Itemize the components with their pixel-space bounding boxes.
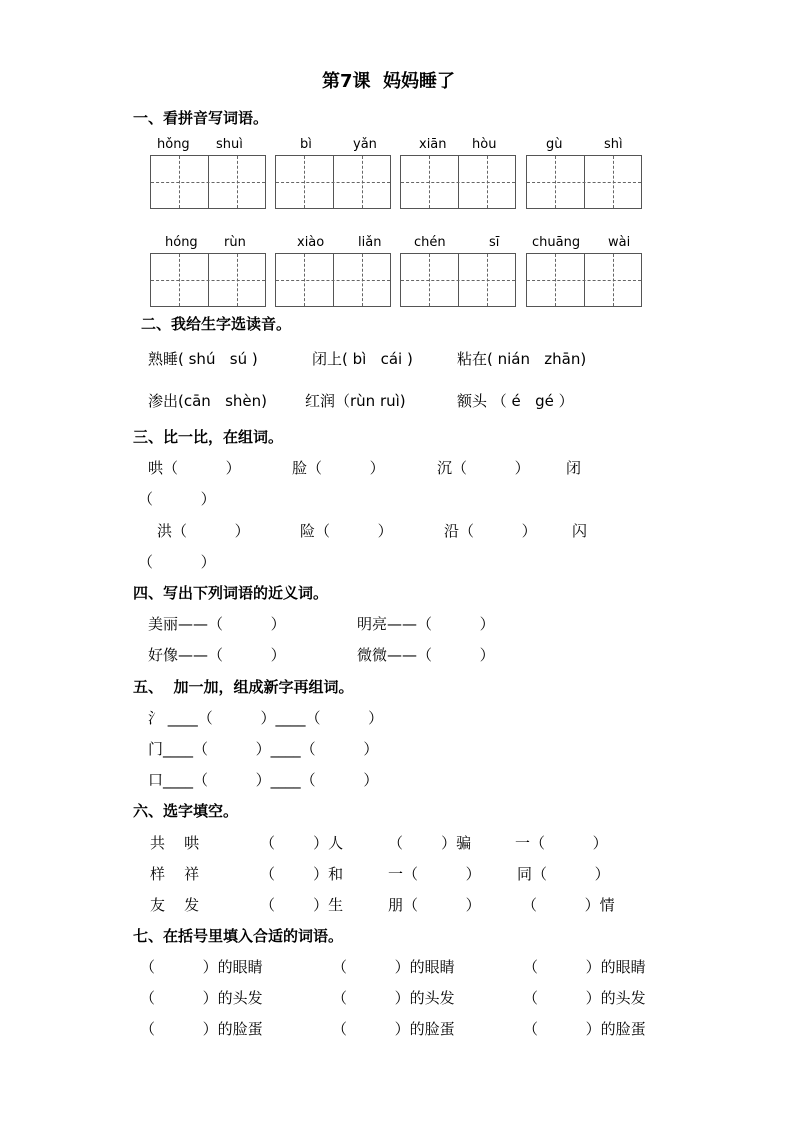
writing-grid[interactable]: [275, 253, 391, 307]
pinyin: chén: [414, 235, 446, 250]
writing-grid[interactable]: [150, 155, 266, 209]
fill-phrase[interactable]: （ ）的眼睛: [523, 958, 646, 976]
add-radical-line[interactable]: 门____（ ）____（ ）: [148, 740, 379, 758]
synonym-item[interactable]: 微微——（ ）: [357, 646, 495, 664]
section-1-heading: 一、看拼音写词语。: [133, 109, 269, 127]
section-3-heading: 三、比一比，在组词。: [133, 428, 284, 446]
synonym-item[interactable]: 明亮——（ ）: [357, 615, 495, 633]
fill-phrase[interactable]: （ ）的头发: [332, 989, 455, 1007]
fill-blank[interactable]: （ ）人: [260, 834, 344, 852]
compare-item[interactable]: 洪（ ）: [157, 522, 250, 540]
writing-grid[interactable]: [275, 155, 391, 209]
compare-item[interactable]: （ ）: [138, 490, 216, 508]
section-7-heading: 七、在括号里填入合适的词语。: [133, 927, 344, 945]
reading-choice[interactable]: 粘在( nián zhān): [457, 350, 587, 368]
compare-item[interactable]: （ ）: [138, 553, 216, 571]
pinyin: shuì: [216, 137, 243, 152]
char-pair: 样 祥: [150, 865, 200, 883]
pinyin: liǎn: [358, 235, 382, 250]
fill-blank[interactable]: （ ）和: [260, 865, 344, 883]
pinyin: shì: [604, 137, 623, 152]
writing-grid[interactable]: [150, 253, 266, 307]
fill-blank[interactable]: 一（ ）: [515, 834, 608, 852]
reading-choice[interactable]: 红润（rùn ruì): [305, 392, 406, 410]
fill-blank[interactable]: （ ）骗: [388, 834, 472, 852]
compare-item[interactable]: 哄（ ）: [148, 459, 241, 477]
pinyin: xiān: [419, 137, 447, 152]
char-pair: 友 发: [150, 896, 200, 914]
writing-grid[interactable]: [400, 155, 516, 209]
compare-item[interactable]: 沿（ ）: [444, 522, 537, 540]
fill-phrase[interactable]: （ ）的头发: [523, 989, 646, 1007]
compare-item[interactable]: 沉（ ）: [437, 459, 530, 477]
synonym-item[interactable]: 美丽——（ ）: [148, 615, 286, 633]
pinyin: gù: [546, 137, 563, 152]
pinyin: xiào: [297, 235, 325, 250]
fill-blank[interactable]: （ ）生: [260, 896, 344, 914]
writing-grid[interactable]: [526, 155, 642, 209]
compare-item[interactable]: 闭: [566, 459, 582, 477]
add-radical-line[interactable]: 氵 ____（ ）____（ ）: [148, 709, 384, 727]
page-title: 第7课 妈妈睡了: [322, 71, 456, 92]
fill-phrase[interactable]: （ ）的脸蛋: [140, 1020, 263, 1038]
pinyin: bì: [300, 137, 312, 152]
pinyin: hóng: [165, 235, 198, 250]
pinyin: sī: [489, 235, 500, 250]
pinyin: wài: [608, 235, 631, 250]
compare-item[interactable]: 闪: [572, 522, 588, 540]
fill-blank[interactable]: （ ）情: [522, 896, 615, 914]
reading-choice[interactable]: 熟睡( shú sú ): [148, 350, 258, 368]
writing-grid[interactable]: [526, 253, 642, 307]
fill-phrase[interactable]: （ ）的头发: [140, 989, 263, 1007]
section-2-heading: 二、我给生字选读音。: [141, 315, 292, 333]
fill-phrase[interactable]: （ ）的脸蛋: [332, 1020, 455, 1038]
reading-choice[interactable]: 渗出(cān shèn): [148, 392, 268, 410]
pinyin: rùn: [224, 235, 246, 250]
fill-phrase[interactable]: （ ）的眼睛: [140, 958, 263, 976]
compare-item[interactable]: 脸（ ）: [292, 459, 385, 477]
pinyin: chuāng: [532, 235, 581, 250]
fill-phrase[interactable]: （ ）的眼睛: [332, 958, 455, 976]
pinyin: hòu: [472, 137, 497, 152]
section-4-heading: 四、写出下列词语的近义词。: [133, 584, 329, 602]
writing-grid[interactable]: [400, 253, 516, 307]
pinyin: hǒng: [157, 137, 190, 152]
fill-phrase[interactable]: （ ）的脸蛋: [523, 1020, 646, 1038]
compare-item[interactable]: 险（ ）: [300, 522, 393, 540]
fill-blank[interactable]: 同（ ）: [517, 865, 610, 883]
add-radical-line[interactable]: 口____（ ）____（ ）: [148, 771, 379, 789]
synonym-item[interactable]: 好像——（ ）: [148, 646, 286, 664]
fill-blank[interactable]: 朋（ ）: [388, 896, 481, 914]
pinyin: yǎn: [353, 137, 377, 152]
section-6-heading: 六、选字填空。: [133, 802, 239, 820]
section-5-heading: 五、 加一加，组成新字再组词。: [133, 678, 354, 696]
reading-choice[interactable]: 额头 （ é gé ）: [457, 392, 574, 410]
char-pair: 共 哄: [150, 834, 200, 852]
reading-choice[interactable]: 闭上( bì cái ): [312, 350, 413, 368]
fill-blank[interactable]: 一（ ）: [388, 865, 481, 883]
